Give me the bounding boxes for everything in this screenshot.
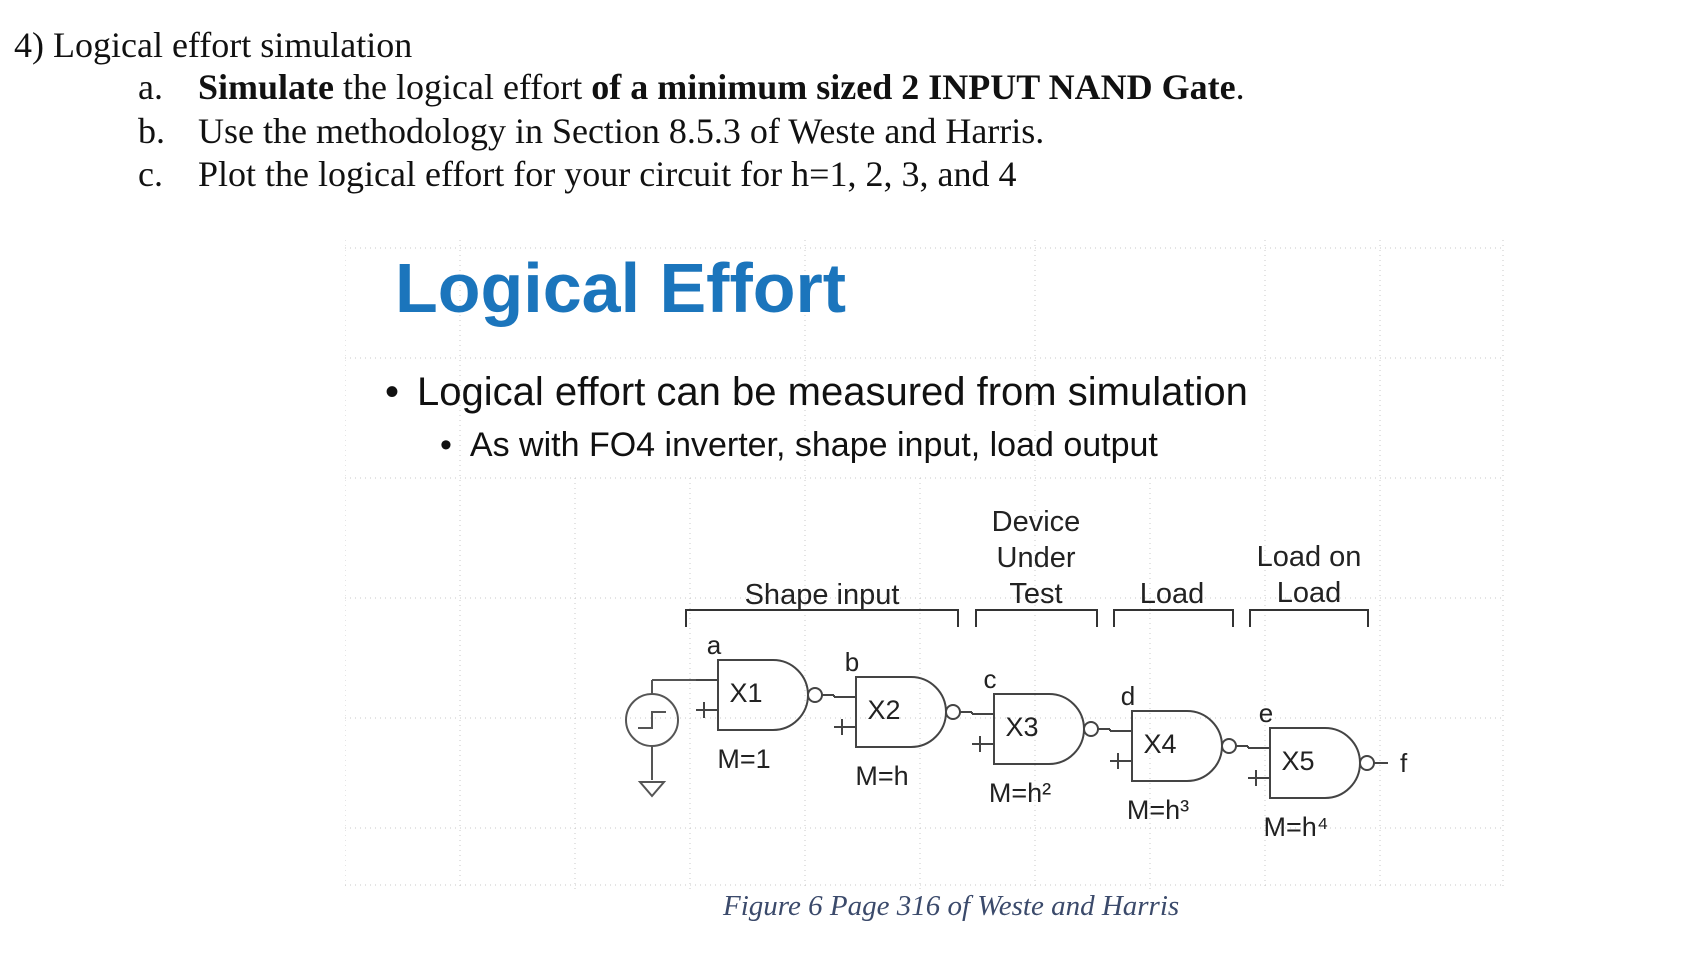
item-letter: a. — [138, 67, 163, 107]
item-text: Plot the logical effort for your circuit for h=1, 2, 3, and 4 — [198, 154, 1017, 194]
figure-caption: Figure 6 Page 316 of Weste and Harris — [723, 890, 1180, 922]
group-label-shape-input: Shape input — [744, 579, 900, 611]
output-bubble — [946, 705, 960, 719]
ground-icon — [640, 782, 664, 796]
gate-name: X1 — [729, 678, 763, 708]
gate-name: X5 — [1281, 746, 1315, 776]
item-text: . — [1235, 67, 1245, 107]
item-text-bold: of a minimum sized 2 INPUT NAND Gate — [591, 67, 1236, 107]
node-label: f — [1400, 748, 1408, 778]
step-source-waveform — [638, 712, 666, 728]
group-label-load-on-load-line1: Load on — [1256, 541, 1362, 573]
node-label: d — [1120, 681, 1136, 711]
group-label-dut-line2: Under — [996, 542, 1076, 574]
gate-name: X2 — [867, 695, 901, 725]
bracket-load — [1114, 610, 1233, 627]
problem-heading: 4) Logical effort simulation — [14, 25, 413, 65]
bracket-dut — [976, 610, 1097, 627]
output-bubble — [1222, 739, 1236, 753]
bullet-dot: • — [385, 370, 400, 414]
item-letter: b. — [138, 111, 165, 151]
output-bubble — [808, 688, 822, 702]
gates-layer — [696, 630, 1408, 842]
node-label: b — [844, 647, 860, 677]
bullet-text: Logical effort can be measured from simulation — [417, 370, 1248, 414]
gate-multiplier: M=h⁴ — [1263, 812, 1329, 842]
slide-title: Logical Effort — [395, 249, 847, 327]
gate-multiplier: M=h³ — [1126, 795, 1190, 825]
gate-name: X4 — [1143, 729, 1177, 759]
gate-name: X3 — [1005, 712, 1039, 742]
bracket-load-on-load — [1250, 610, 1368, 627]
bullet-dot: • — [440, 426, 452, 464]
bullet-text: As with FO4 inverter, shape input, load output — [469, 426, 1158, 464]
group-label-dut-line1: Device — [991, 506, 1081, 538]
group-label-dut-line3: Test — [1009, 578, 1063, 610]
item-text: the logical effort — [334, 67, 592, 107]
group-label-load: Load — [1139, 578, 1205, 610]
output-bubble — [1084, 722, 1098, 736]
item-text: Use the methodology in Section 8.5.3 of Weste and Harris. — [198, 111, 1045, 151]
gate-multiplier: M=h² — [988, 778, 1052, 808]
node-label: e — [1258, 698, 1274, 728]
bracket-shape-input — [686, 610, 958, 627]
item-text-bold: Simulate — [198, 67, 335, 107]
item-letter: c. — [138, 154, 163, 194]
output-bubble — [1360, 756, 1374, 770]
node-label: a — [706, 630, 722, 660]
group-label-load-on-load-line2: Load — [1276, 577, 1342, 609]
gate-multiplier: M=h — [855, 761, 909, 791]
gate-multiplier: M=1 — [717, 744, 771, 774]
node-label: c — [983, 664, 997, 694]
